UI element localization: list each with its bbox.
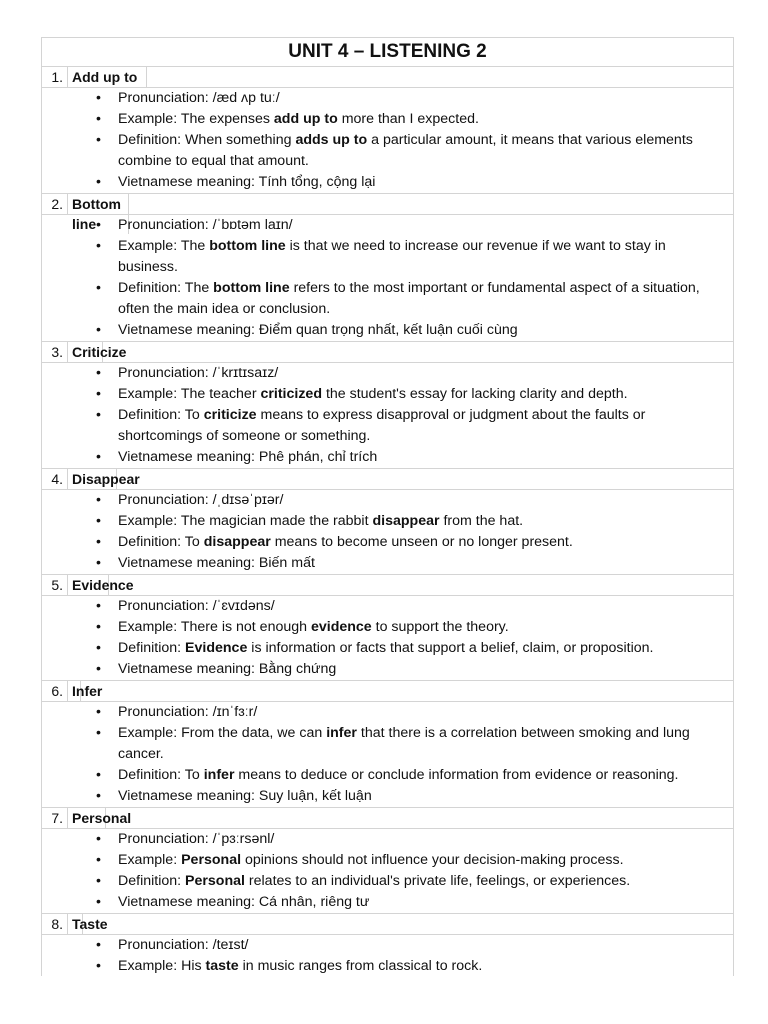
entry-number: 3.: [42, 342, 68, 362]
entry-details: [42, 363, 733, 468]
entry-number: 7.: [42, 808, 68, 828]
page-title: UNIT 4 – LISTENING 2: [288, 41, 487, 62]
entry-details: [42, 829, 733, 913]
entry-ex: • Example: The magician made the rabbit disappear from the hat.: [118, 511, 733, 532]
entry-vn: • Vietnamese meaning: Suy luận, kết luận: [118, 786, 733, 807]
entry-def: • Definition: The bottom line refers to the most important or fundamental aspect of a situation, often the main idea or conclusion.: [118, 278, 733, 320]
entry-header: [42, 468, 733, 490]
highlighted-term: infer: [203, 767, 235, 783]
highlighted-term: Evidence: [185, 640, 248, 656]
entry-pron: • Pronunciation: /ˈbɒtəm laɪn/: [118, 215, 733, 236]
highlighted-term: Personal: [181, 852, 242, 868]
entry-ex: • Example: The bottom line is that we need to increase our revenue if we want to stay in business.: [118, 236, 733, 278]
vocabulary-sheet: [41, 37, 734, 976]
entry-def: • Definition: Personal relates to an individual's private life, feelings, or experiences.: [118, 871, 733, 892]
entry-number: 8.: [42, 914, 68, 934]
entry-def: • Definition: To disappear means to become unseen or no longer present.: [118, 532, 733, 553]
entry-vn: • Vietnamese meaning: Cá nhân, riêng tư: [118, 892, 733, 913]
entry-term: Disappear: [72, 471, 140, 487]
entry-term: Add up to: [72, 67, 147, 87]
entry-number: 4.: [42, 469, 68, 489]
highlighted-term: Personal: [185, 873, 245, 889]
entry-pron: • Pronunciation: /ɪnˈfɜːr/: [118, 702, 733, 723]
entry-pron: • Pronunciation: /teɪst/: [118, 935, 733, 956]
entry-def: • Definition: To infer means to deduce or conclude information from evidence or reasoning.: [118, 765, 733, 786]
entry-header: [42, 913, 733, 935]
entry-ex: • Example: From the data, we can infer that there is a correlation between smoking and lung cancer.: [118, 723, 733, 765]
entry-term: Evidence: [72, 577, 134, 593]
entry-details: [42, 88, 733, 193]
highlighted-term: disappear: [372, 513, 440, 529]
entry-vn: • Vietnamese meaning: Tính tổng, cộng lại: [118, 172, 733, 193]
entry-vn: • Vietnamese meaning: Điểm quan trọng nhất, kết luận cuối cùng: [118, 320, 733, 341]
highlighted-term: disappear: [203, 534, 271, 550]
highlighted-term: criticize: [203, 407, 257, 423]
entry-details: [42, 702, 733, 807]
highlighted-term: criticized: [260, 386, 322, 402]
entry-pron: • Pronunciation: /ˌdɪsəˈpɪər/: [118, 490, 733, 511]
entry-term: Personal: [72, 810, 132, 826]
highlighted-term: add up to: [273, 111, 338, 127]
entry-vn: • Vietnamese meaning: Biến mất: [118, 553, 733, 574]
highlighted-term: bottom line: [209, 238, 286, 254]
entry-vn: • Vietnamese meaning: Phê phán, chỉ trích: [118, 447, 733, 468]
highlighted-term: adds up to: [295, 132, 368, 148]
entry-header: [42, 574, 733, 596]
entry-header: [42, 807, 733, 829]
entry-term: Criticize: [72, 344, 127, 360]
entry-number: 2.: [42, 194, 68, 214]
entry-vn: • Vietnamese meaning: Bằng chứng: [118, 659, 733, 680]
entry-details: [42, 935, 733, 976]
entry-term: Infer: [72, 683, 103, 699]
entry-header: [42, 341, 733, 363]
entry-pron: • Pronunciation: /ˈkrɪtɪsaɪz/: [118, 363, 733, 384]
entry-details: [42, 490, 733, 574]
entry-ex: • Example: The teacher criticized the student's essay for lacking clarity and depth.: [118, 384, 733, 405]
entry-term: Bottom line: [72, 194, 129, 234]
entry-ex: • Example: His taste in music ranges from classical to rock.: [118, 956, 733, 976]
entry-number: 1.: [42, 67, 68, 87]
highlighted-term: evidence: [310, 619, 372, 635]
highlighted-term: bottom line: [213, 280, 290, 296]
entry-ex: • Example: The expenses add up to more than I expected.: [118, 109, 733, 130]
entry-def: • Definition: To criticize means to express disapproval or judgment about the faults or shortcomings of someone or something.: [118, 405, 733, 447]
entry-header: [42, 66, 733, 88]
entry-header: [42, 680, 733, 702]
entry-number: 6.: [42, 681, 68, 701]
entry-details: [42, 596, 733, 680]
entry-number: 5.: [42, 575, 68, 595]
entry-ex: • Example: There is not enough evidence to support the theory.: [118, 617, 733, 638]
entry-ex: • Example: Personal opinions should not influence your decision-making process.: [118, 850, 733, 871]
entry-def: • Definition: When something adds up to a particular amount, it means that various elements combine to equal that amount.: [118, 130, 733, 172]
entry-details: [42, 215, 733, 341]
entry-term: Taste: [72, 916, 108, 932]
entry-pron: • Pronunciation: /ˈpɜːrsənl/: [118, 829, 733, 850]
entry-def: • Definition: Evidence is information or facts that support a belief, claim, or proposition.: [118, 638, 733, 659]
highlighted-term: infer: [326, 725, 357, 741]
highlighted-term: taste: [205, 958, 239, 974]
entry-pron: • Pronunciation: /ˈɛvɪdəns/: [118, 596, 733, 617]
entry-pron: • Pronunciation: /æd ʌp tuː/: [118, 88, 733, 109]
